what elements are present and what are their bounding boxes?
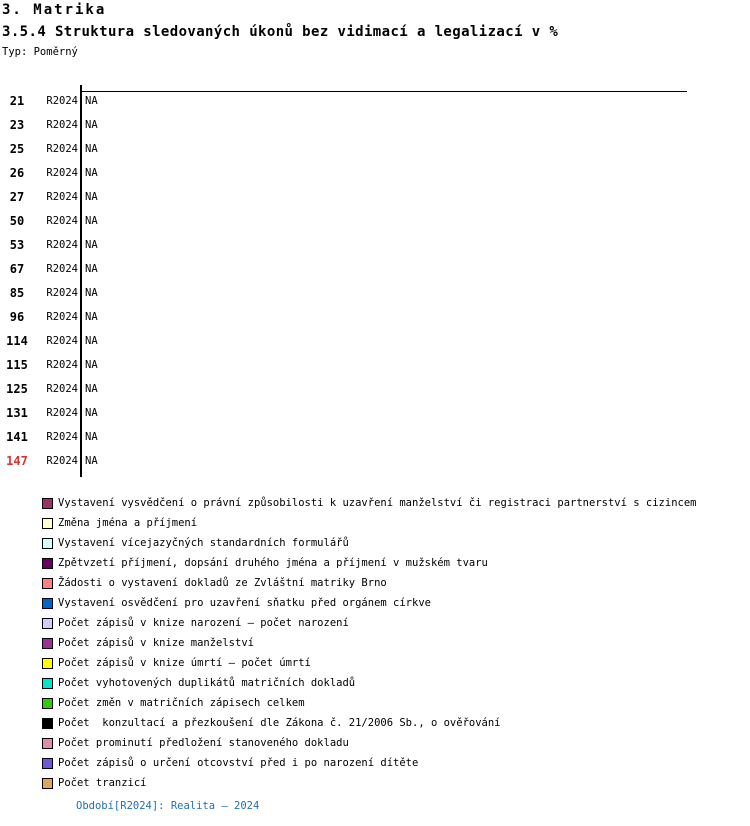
- row-period-label: R2024: [46, 287, 78, 299]
- row-code: 23: [9, 118, 25, 132]
- row-value: NA: [85, 143, 98, 155]
- row-value: NA: [85, 359, 98, 371]
- legend-label: Počet změn v matričních zápisech celkem: [58, 697, 305, 709]
- chart-title: 3.5.4 Struktura sledovaných úkonů bez vidimací a legalizací v %: [2, 24, 559, 40]
- chart-row: [0, 89, 750, 113]
- legend-label: Vystavení vícejazyčných standardních formulářů: [58, 537, 349, 549]
- row-code: 141: [6, 430, 28, 444]
- row-period-label: R2024: [46, 383, 78, 395]
- legend-label: Zpětvzetí příjmení, dopsání druhého jména a příjmení v mužském tvaru: [58, 557, 488, 569]
- legend-item: [42, 613, 742, 633]
- legend-label: Změna jména a příjmení: [58, 517, 198, 529]
- chart-row: [0, 209, 750, 233]
- legend-item: [42, 693, 742, 713]
- legend-swatch-icon: [42, 518, 53, 529]
- legend-label: Vystavení vysvědčení o právní způsobilosti k uzavření manželství či registraci partnerství s cizincem: [58, 497, 697, 509]
- legend-swatch-icon: [42, 558, 53, 569]
- legend-item: [42, 653, 742, 673]
- legend-swatch-icon: [42, 498, 53, 509]
- chart-row: [0, 281, 750, 305]
- legend-swatch-icon: [42, 598, 53, 609]
- section-heading: 3. Matrika: [2, 2, 107, 18]
- row-value: NA: [85, 239, 98, 251]
- row-period-label: R2024: [46, 455, 78, 467]
- row-period-label: R2024: [46, 143, 78, 155]
- legend-swatch-icon: [42, 678, 53, 689]
- legend-swatch-icon: [42, 718, 53, 729]
- period-footer: Období[R2024]: Realita – 2024: [76, 800, 260, 812]
- row-value: NA: [85, 167, 98, 179]
- row-value: NA: [85, 263, 98, 275]
- legend-item: [42, 633, 742, 653]
- chart-row: [0, 137, 750, 161]
- legend-label: Vystavení osvědčení pro uzavření sňatku před orgánem církve: [58, 597, 431, 609]
- legend-swatch-icon: [42, 658, 53, 669]
- row-value: NA: [85, 407, 98, 419]
- chart-row: [0, 353, 750, 377]
- legend-label: Počet zápisů v knize manželství: [58, 637, 254, 649]
- row-value: NA: [85, 455, 98, 467]
- row-value: NA: [85, 383, 98, 395]
- chart-legend: [42, 493, 742, 793]
- legend-swatch-icon: [42, 578, 53, 589]
- legend-item: [42, 753, 742, 773]
- legend-swatch-icon: [42, 758, 53, 769]
- chart-row: [0, 185, 750, 209]
- row-code: 114: [6, 334, 28, 348]
- legend-label: Počet vyhotovených duplikátů matričních dokladů: [58, 677, 356, 689]
- legend-swatch-icon: [42, 778, 53, 789]
- legend-swatch-icon: [42, 538, 53, 549]
- row-value: NA: [85, 95, 98, 107]
- row-period-label: R2024: [46, 407, 78, 419]
- row-value: NA: [85, 335, 98, 347]
- row-code: 115: [6, 358, 28, 372]
- row-code: 85: [9, 286, 25, 300]
- row-period-label: R2024: [46, 431, 78, 443]
- row-code: 53: [9, 238, 25, 252]
- legend-swatch-icon: [42, 618, 53, 629]
- legend-label: Počet zápisů v knize narození – počet narození: [58, 617, 349, 629]
- row-code: 27: [9, 190, 25, 204]
- chart-row: [0, 257, 750, 281]
- chart-row: [0, 449, 750, 473]
- row-period-label: R2024: [46, 335, 78, 347]
- chart-row: [0, 377, 750, 401]
- legend-label: Počet zápisů o určení otcovství před i po narození dítěte: [58, 757, 419, 769]
- row-code: 25: [9, 142, 25, 156]
- legend-item: [42, 593, 742, 613]
- legend-item: [42, 513, 742, 533]
- row-period-label: R2024: [46, 215, 78, 227]
- row-code: 21: [9, 94, 25, 108]
- row-value: NA: [85, 119, 98, 131]
- row-value: NA: [85, 431, 98, 443]
- legend-item: [42, 773, 742, 793]
- legend-item: [42, 733, 742, 753]
- chart-row: [0, 425, 750, 449]
- row-code: 26: [9, 166, 25, 180]
- chart-rows: [0, 89, 750, 473]
- row-code: 131: [6, 406, 28, 420]
- legend-label: Počet tranzicí: [58, 777, 147, 789]
- row-period-label: R2024: [46, 359, 78, 371]
- row-value: NA: [85, 215, 98, 227]
- row-code: 147: [6, 454, 28, 468]
- row-period-label: R2024: [46, 119, 78, 131]
- legend-item: [42, 553, 742, 573]
- row-value: NA: [85, 311, 98, 323]
- legend-item: [42, 673, 742, 693]
- legend-swatch-icon: [42, 638, 53, 649]
- row-code: 96: [9, 310, 25, 324]
- legend-label: Počet prominutí předložení stanoveného dokladu: [58, 737, 349, 749]
- chart-row: [0, 161, 750, 185]
- legend-label: Žádosti o vystavení dokladů ze Zvláštní matriky Brno: [58, 577, 387, 589]
- row-code: 50: [9, 214, 25, 228]
- legend-swatch-icon: [42, 698, 53, 709]
- row-code: 125: [6, 382, 28, 396]
- legend-label: Počet konzultací a přezkoušení dle Zákona č. 21/2006 Sb., o ověřování: [58, 717, 501, 729]
- row-period-label: R2024: [46, 263, 78, 275]
- chart-row: [0, 113, 750, 137]
- row-period-label: R2024: [46, 239, 78, 251]
- chart-row: [0, 233, 750, 257]
- row-period-label: R2024: [46, 95, 78, 107]
- legend-label: Počet zápisů v knize úmrtí – počet úmrtí: [58, 657, 311, 669]
- legend-item: [42, 573, 742, 593]
- chart-row: [0, 305, 750, 329]
- legend-swatch-icon: [42, 738, 53, 749]
- row-value: NA: [85, 191, 98, 203]
- row-period-label: R2024: [46, 167, 78, 179]
- legend-item: [42, 533, 742, 553]
- row-code: 67: [9, 262, 25, 276]
- row-value: NA: [85, 287, 98, 299]
- legend-item: [42, 493, 742, 513]
- row-period-label: R2024: [46, 191, 78, 203]
- chart-row: [0, 329, 750, 353]
- legend-item: [42, 713, 742, 733]
- row-period-label: R2024: [46, 311, 78, 323]
- chart-row: [0, 401, 750, 425]
- chart-type-label: Typ: Poměrný: [2, 46, 78, 58]
